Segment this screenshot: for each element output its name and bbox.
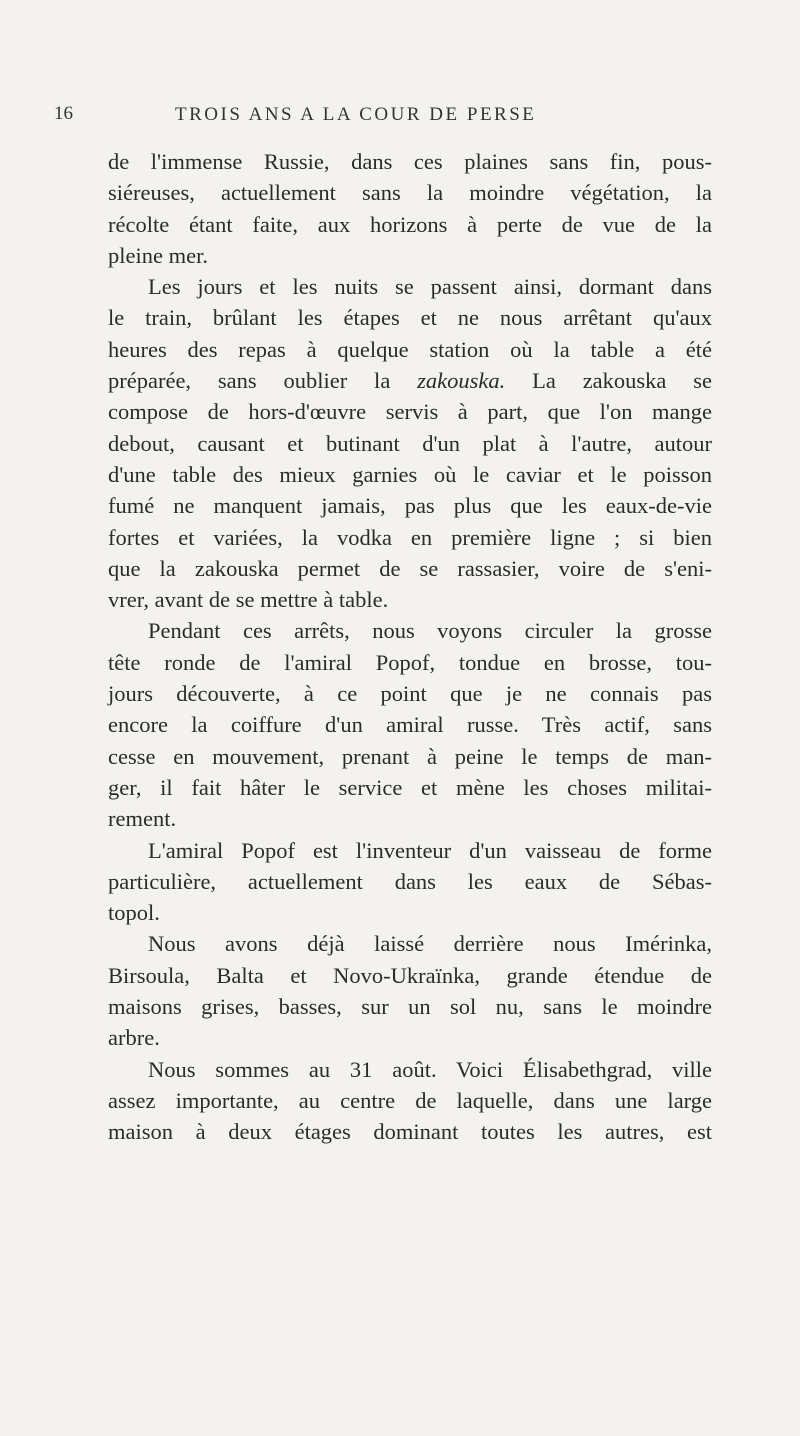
text-line-with-italic xyxy=(108,365,712,396)
body-text xyxy=(108,146,712,1148)
text-line: Les jours et les nuits se passent ainsi, dormant dans xyxy=(148,274,712,300)
text-segment: La zakouska se xyxy=(505,368,712,394)
italic-term: zakouska. xyxy=(417,368,506,394)
text-line: maisons grises, basses, sur un sol nu, sans le moindre xyxy=(108,994,712,1020)
text-line: debout, causant et butinant d'un plat à l'autre, autour xyxy=(108,430,712,456)
text-line: rement. xyxy=(108,806,177,832)
text-line: encore la coiffure d'un amiral russe. Très actif, sans xyxy=(108,712,712,738)
text-line: tête ronde de l'amiral Popof, tondue en brosse, tou- xyxy=(108,649,712,675)
text-line: cesse en mouvement, prenant à peine le temps de man- xyxy=(108,743,712,769)
text-line: Pendant ces arrêts, nous voyons circuler la grosse xyxy=(148,618,712,644)
text-segment: préparée, sans oublier la xyxy=(108,368,391,394)
running-title: TROIS ANS A LA COUR DE PERSE xyxy=(175,104,537,125)
text-line: L'amiral Popof est l'inventeur d'un vaisseau de forme xyxy=(148,837,712,863)
text-line: assez importante, au centre de laquelle, dans une large xyxy=(108,1087,712,1113)
text-line: le train, brûlant les étapes et ne nous arrêtant qu'aux xyxy=(108,305,712,331)
text-line: pleine mer. xyxy=(108,242,208,268)
text-line: ger, il fait hâter le service et mène les choses militai- xyxy=(108,774,712,800)
text-line: topol. xyxy=(108,900,160,926)
text-line: fortes et variées, la vodka en première ligne ; si bien xyxy=(108,524,712,550)
text-line: Nous sommes au 31 août. Voici Élisabethgrad, ville xyxy=(148,1056,712,1082)
text-line: que la zakouska permet de se rassasier, voire de s'eni- xyxy=(108,555,712,581)
text-line: jours découverte, à ce point que je ne connais pas xyxy=(108,681,712,707)
text-line: d'une table des mieux garnies où le caviar et le poisson xyxy=(108,461,712,487)
text-line: Birsoula, Balta et Novo-Ukraïnka, grande étendue de xyxy=(108,962,712,988)
text-line: récolte étant faite, aux horizons à perte de vue de la xyxy=(108,211,712,237)
page-number: 16 xyxy=(54,103,73,124)
text-line: compose de hors-d'œuvre servis à part, que l'on mange xyxy=(108,399,712,425)
text-line: Nous avons déjà laissé derrière nous Imérinka, xyxy=(148,931,712,957)
text-line: de l'immense Russie, dans ces plaines sans fin, pous- xyxy=(108,149,712,174)
text-line: siéreuses, actuellement sans la moindre végétation, la xyxy=(108,180,712,206)
text-line: heures des repas à quelque station où la table a été xyxy=(108,336,712,362)
text-line: fumé ne manquent jamais, pas plus que les eaux-de-vie xyxy=(108,493,712,519)
text-line: particulière, actuellement dans les eaux de Sébas- xyxy=(108,868,712,894)
text-line: vrer, avant de se mettre à table. xyxy=(108,587,389,613)
text-line: maison à deux étages dominant toutes les autres, est xyxy=(108,1119,712,1145)
text-line: arbre. xyxy=(108,1025,160,1051)
